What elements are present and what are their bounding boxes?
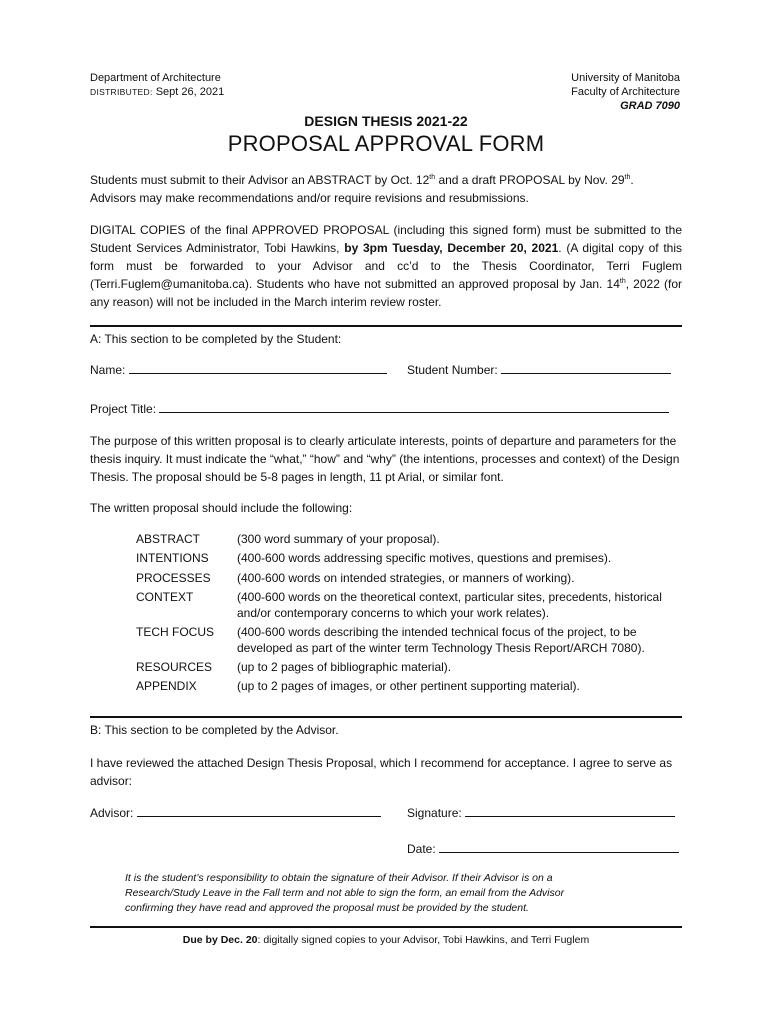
faculty-name: Faculty of Architecture xyxy=(571,86,680,98)
university-name: University of Manitoba xyxy=(571,72,680,84)
distributed-label: DISTRIBUTED: xyxy=(90,87,153,97)
item-description: (400-600 words addressing specific motives, questions and premises). xyxy=(237,551,612,565)
intro-text: and a draft PROPOSAL by Nov. 29 xyxy=(435,173,625,187)
section-divider xyxy=(90,325,682,327)
item-description: (300 word summary of your proposal). xyxy=(237,532,440,546)
advisor-statement: I have reviewed the attached Design Thesis Proposal, which I recommend for acceptance. I agree to serve as advisor: xyxy=(90,756,673,788)
purpose-paragraph: The purpose of this written proposal is to clearly articulate interests, points of departure and parameters for the thesis inquiry. It must indicate the “what,” “how” and “why” (the intentions, processes and context) of the Design Thesis. The proposal should be 5-8 pages in length, 11 pt Arial, or similar font. xyxy=(90,434,680,484)
section-a-heading: A: This section to be completed by the Student: xyxy=(90,332,342,346)
department-name: Department of Architecture xyxy=(90,72,221,84)
project-title-field[interactable] xyxy=(159,401,669,413)
date-field[interactable] xyxy=(439,841,679,853)
intro-text: Advisors may make recommendations and/or require revisions and resubmissions. xyxy=(90,191,529,205)
name-field[interactable] xyxy=(129,362,387,374)
signature-field[interactable] xyxy=(465,805,675,817)
date-label: Date: xyxy=(407,842,436,856)
project-title-row xyxy=(90,400,669,418)
intro-text: Students must submit to their Advisor an ABSTRACT by Oct. 12 xyxy=(90,173,430,187)
name-label: Name: xyxy=(90,363,126,377)
footer-divider xyxy=(90,926,682,928)
item-description: (up to 2 pages of bibliographic material). xyxy=(237,660,452,674)
student-number-row xyxy=(407,361,671,379)
section-b-heading: B: This section to be completed by the Advisor. xyxy=(90,723,339,737)
due-footer xyxy=(90,934,682,946)
date-field-row xyxy=(407,840,679,858)
superscript: th xyxy=(619,278,626,285)
intro-text: DIGITAL COPIES of the final APPROVED PROPOSAL (including this signed form) must be submitted to the Student Services Administrator, Tobi Hawkins, xyxy=(90,223,682,255)
due-date: Due by Dec. 20 xyxy=(182,934,258,946)
name-field-row xyxy=(90,361,387,379)
responsibility-note: It is the student’s responsibility to obtain the signature of their Advisor. If their Advisor is on a Research/Study Leave in the Fall term and not able to sign the form, an email from the Advisor confirming they have read and approved the proposal must be provided by the student. xyxy=(125,872,565,914)
distributed-line xyxy=(90,85,224,99)
item-term: PROCESSES xyxy=(136,571,211,585)
item-description: (400-600 words on the theoretical context, particular sites, precedents, historical and/or contemporary concerns to which your work relates). xyxy=(237,590,662,620)
course-code: GRAD 7090 xyxy=(620,100,680,112)
signature-label: Signature: xyxy=(407,806,462,820)
advisor-field-row xyxy=(90,804,381,822)
form-title: PROPOSAL APPROVAL FORM xyxy=(227,131,545,156)
intro-paragraph-1 xyxy=(90,171,682,207)
signature-field-row xyxy=(407,804,675,822)
item-description: (up to 2 pages of images, or other pertinent supporting material). xyxy=(237,679,580,693)
due-instructions: : digitally signed copies to your Advisor, Tobi Hawkins, and Terri Fuglem xyxy=(257,934,590,946)
advisor-label: Advisor: xyxy=(90,806,134,820)
item-term: CONTEXT xyxy=(136,590,194,604)
student-number-field[interactable] xyxy=(501,362,671,374)
intro-text: . xyxy=(630,173,634,187)
include-intro: The written proposal should include the following: xyxy=(90,501,353,515)
superscript: th xyxy=(429,174,436,181)
advisor-field[interactable] xyxy=(137,805,381,817)
item-description: (400-600 words describing the intended technical focus of the project, to be developed as part of the winter term Technology Thesis Report/ARCH 7080). xyxy=(237,625,645,655)
item-term: INTENTIONS xyxy=(136,551,209,565)
item-term: ABSTRACT xyxy=(136,532,201,546)
form-subtitle: DESIGN THESIS 2021-22 xyxy=(304,113,468,129)
intro-text: . (A digital copy of this form must be forwarded to your Advisor and cc’d to the Thesis Coordinator, Terri Fuglem (Terri.Fuglem@umanitoba.ca). Students who have not submitted an approved proposal by Jan. 14 xyxy=(90,241,683,291)
student-number-label: Student Number: xyxy=(407,363,498,377)
item-term: APPENDIX xyxy=(136,679,197,693)
item-term: TECH FOCUS xyxy=(136,625,214,639)
distributed-date: Sept 26, 2021 xyxy=(155,86,225,98)
superscript: th xyxy=(624,174,631,181)
project-title-label: Project Title: xyxy=(90,402,157,416)
deadline-text: by 3pm Tuesday, December 20, 2021 xyxy=(344,241,559,255)
item-description: (400-600 words on intended strategies, or manners of working). xyxy=(237,571,575,585)
section-divider xyxy=(90,716,682,718)
intro-text: , 2022 (for any reason) will not be included in the March interim review roster. xyxy=(90,277,683,309)
item-term: RESOURCES xyxy=(136,660,213,674)
intro-paragraph-2 xyxy=(90,221,682,311)
